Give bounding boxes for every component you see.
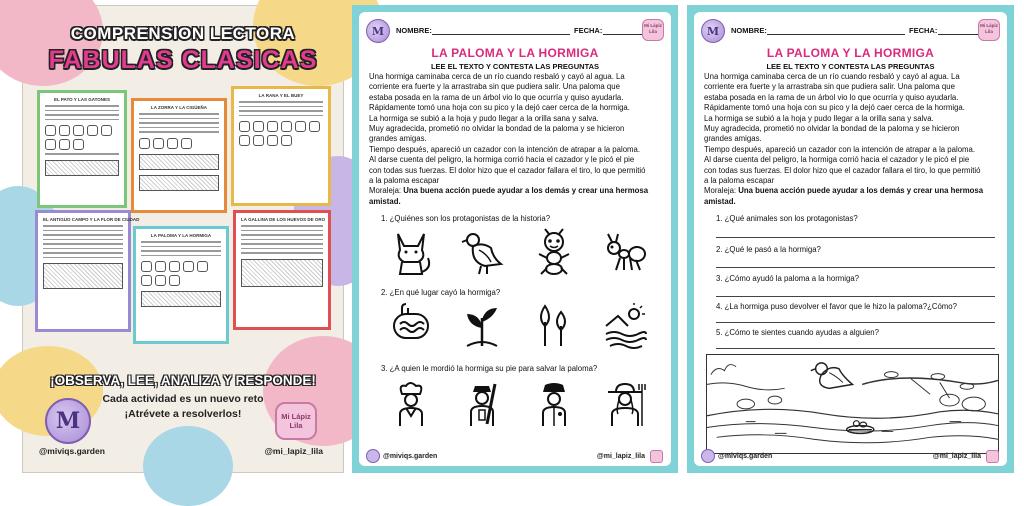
social-handle: @miviqs.garden xyxy=(39,446,105,456)
cover-subtitle: FABULAS CLASICAS xyxy=(48,46,318,74)
question-3: 3. ¿Cómo ayudó la paloma a la hormiga? xyxy=(716,274,860,283)
social-handle: @mi_lapiz_lila xyxy=(596,453,645,460)
story-title: LA PALOMA Y LA HORMIGA xyxy=(766,46,935,60)
hunter-icon[interactable] xyxy=(459,380,505,428)
story-line: con todas sus fuerzas. El dolor hizo que el cazador fallara el tiro, lo que permitió xyxy=(704,165,981,175)
thumbnail-title: LA ZORRA Y LA CIGÜEÑA xyxy=(150,105,208,110)
thumbnail-title: LA GALLINA DE LOS HUEVOS DE ORO xyxy=(241,217,326,222)
cover-tagline: ¡Atrévete a resolverlos! xyxy=(124,408,242,420)
lapiz-lila-logo-small xyxy=(650,450,663,463)
lapiz-lila-logo: Mi Lápiz Lila xyxy=(275,402,317,440)
moral-text: Una buena acción puede ayudar a los demás y crear una hermosa xyxy=(403,186,649,196)
fox-icon[interactable] xyxy=(388,228,434,276)
story-line: Muy agradecida, prometió no olvidar la bondad de la paloma y se hicieron xyxy=(704,124,960,134)
question-1: 1. ¿Qué animales son los protagonistas? xyxy=(716,214,858,223)
brand-logo-small xyxy=(366,449,380,463)
brand-logo: M xyxy=(701,19,725,43)
answer-options-people xyxy=(375,380,661,428)
answer-line[interactable] xyxy=(716,348,995,349)
river-landscape-icon[interactable] xyxy=(602,302,648,350)
ant-cartoon-icon[interactable] xyxy=(531,228,577,276)
worksheet-header xyxy=(366,19,664,45)
brand-logo-small xyxy=(701,449,715,463)
social-handle: @mi_lapiz_lila xyxy=(264,446,323,456)
story-line: Una hormiga caminaba cerca de un río cuando resbaló y cayó al agua. La xyxy=(369,72,625,81)
brand-logo xyxy=(45,398,91,444)
answer-options-places xyxy=(375,302,661,350)
story-text xyxy=(704,72,999,207)
pool-icon[interactable] xyxy=(388,302,434,350)
thumbnail-worksheet xyxy=(131,98,227,213)
story-line: Tiempo después, apareció un cazador con la intención de atrapar a la paloma. xyxy=(369,144,641,154)
date-label: FECHA: xyxy=(574,26,603,35)
story-line: La hormiga se subió a la hoja y pudo llegar a la orilla sana y salva. xyxy=(704,113,934,123)
lapiz-lila-badge: Mi Lápiz Lila xyxy=(642,19,664,41)
decor-blob xyxy=(143,426,233,506)
police-icon[interactable] xyxy=(531,380,577,428)
thumbnail-title: LA RANA Y EL BUEY xyxy=(258,93,304,98)
name-label: NOMBRE: xyxy=(396,26,432,35)
thumbnail-title: EL ANTIGUO CAMPO Y LA FLOR DE CIUDAD xyxy=(43,217,140,222)
date-label: FECHA: xyxy=(909,26,938,35)
story-line: corriente era fuerte y la arrastraba sin que pudiera salir. Una paloma que xyxy=(369,82,620,92)
answer-options-characters xyxy=(375,228,661,276)
moral xyxy=(369,186,663,196)
question-4: 4. ¿La hormiga puso devolver el favor que le hizo la paloma?¿Cómo? xyxy=(716,302,957,311)
story-line: Al darse cuenta del peligro, la hormiga corrió hacia el cazador y le picó el pie xyxy=(704,155,970,165)
story-line: corriente era fuerte y la arrastraba sin que pudiera salir. Una paloma que xyxy=(704,82,955,92)
cover-tagline: Cada actividad es un nuevo reto xyxy=(102,393,264,405)
story-line: Rápidamente tomó una hoja con su pico y la dejó caer cerca de la hormiga. xyxy=(704,103,965,113)
chef-icon[interactable] xyxy=(388,380,434,428)
moral-label: Moraleja: xyxy=(369,186,402,196)
question-2: 2. ¿Qué le pasó a la hormiga? xyxy=(716,245,821,254)
worksheet-1 xyxy=(352,5,678,473)
question-5: 5. ¿Cómo te sientes cuando ayudas a alguien? xyxy=(716,328,879,337)
story-line: grandes amigas. xyxy=(369,134,427,144)
moral-label: Moraleja: xyxy=(704,186,737,196)
moral-text: Una buena acción puede ayudar a los demás y crear una hermosa xyxy=(738,186,984,196)
name-label: NOMBRE: xyxy=(731,26,767,35)
story-line: Muy agradecida, prometió no olvidar la bondad de la paloma y se hicieron xyxy=(369,124,625,134)
name-field[interactable] xyxy=(432,34,570,35)
worksheet-paper xyxy=(359,12,671,466)
moral-text: amistad. xyxy=(369,196,401,206)
thumbnail-worksheet xyxy=(233,210,331,330)
story-line: con todas sus fuerzas. El dolor hizo que el cazador fallara el tiro, lo que permitió xyxy=(369,165,646,175)
brand-logo-letter: M xyxy=(55,408,81,434)
lapiz-lila-badge: Mi Lápiz Lila xyxy=(978,19,1000,41)
story-line: Una hormiga caminaba cerca de un río cuando resbaló y cayó al agua. La xyxy=(704,72,960,81)
instructions: LEE EL TEXTO Y CONTESTA LAS PREGUNTAS xyxy=(430,62,600,71)
cover-title: COMPRENSION LECTORA xyxy=(70,24,296,43)
social-handle: @mi_lapiz_lila xyxy=(932,453,981,460)
story-line: Rápidamente tomó una hoja con su pico y la dejó caer cerca de la hormiga. xyxy=(369,103,630,113)
cover-slogan: ¡OBSERVA, LEE, ANALIZA Y RESPONDE! xyxy=(50,373,316,388)
leaves-icon[interactable] xyxy=(531,302,577,350)
thumbnail-worksheet xyxy=(133,226,229,344)
cover-page xyxy=(22,5,344,473)
social-handle: @miviqs.garden xyxy=(383,453,438,460)
question-3: 3. ¿A quien le mordió la hormiga su pie para salvar la paloma? xyxy=(381,364,598,373)
dove-icon[interactable] xyxy=(459,228,505,276)
story-line: Tiempo después, apareció un cazador con la intención de atrapar a la paloma. xyxy=(704,144,976,154)
story-line: estaba posada en la rama de un árbol vio lo que ocurría y quiso ayudarla. xyxy=(704,92,959,102)
story-line: La hormiga se subió a la hoja y pudo llegar a la orilla sana y salva. xyxy=(369,113,599,123)
thumbnail-worksheet xyxy=(231,86,331,206)
ant-icon[interactable] xyxy=(602,228,648,276)
story-line: a la paloma escapar xyxy=(704,176,775,186)
story-line: Al darse cuenta del peligro, la hormiga corrió hacia el cazador y le picó el pie xyxy=(369,155,635,165)
answer-line[interactable] xyxy=(716,296,995,297)
dove-ant-river-illustration xyxy=(707,355,998,453)
story-line: estaba posada en la rama de un árbol vio lo que ocurría y quiso ayudarla. xyxy=(369,92,624,102)
moral xyxy=(704,186,999,196)
social-handle: @miviqs.garden xyxy=(718,453,773,460)
worksheet-paper xyxy=(694,12,1007,466)
story-text xyxy=(369,72,663,207)
farmer-icon[interactable] xyxy=(602,380,648,428)
story-illustration xyxy=(706,354,999,454)
thumbnail-title: EL PATO Y LAS GATONES xyxy=(53,97,111,102)
answer-line[interactable] xyxy=(716,322,995,323)
worksheet-2 xyxy=(687,5,1014,473)
worksheet-header xyxy=(701,19,1000,45)
date-field[interactable] xyxy=(938,34,978,35)
brand-logo: M xyxy=(366,19,390,43)
question-1: 1. ¿Quiénes son los protagonistas de la historia? xyxy=(381,214,551,223)
thumbnail-title: LA PALOMA Y LA HORMIGA xyxy=(150,233,212,238)
lapiz-lila-logo-small xyxy=(986,450,999,463)
plant-icon[interactable] xyxy=(459,302,505,350)
answer-line[interactable] xyxy=(716,237,995,238)
story-line: grandes amigas. xyxy=(704,134,762,144)
name-field[interactable] xyxy=(767,34,905,35)
instructions: LEE EL TEXTO Y CONTESTA LAS PREGUNTAS xyxy=(766,62,935,71)
thumbnail-worksheet xyxy=(37,90,127,208)
date-field[interactable] xyxy=(603,34,643,35)
question-2: 2. ¿En qué lugar cayó la hormiga? xyxy=(381,288,501,297)
thumbnail-worksheet xyxy=(35,210,140,332)
story-title: LA PALOMA Y LA HORMIGA xyxy=(431,46,599,60)
story-line: a la paloma escapar xyxy=(369,176,440,186)
moral-text: amistad. xyxy=(704,196,736,206)
answer-line[interactable] xyxy=(716,267,995,268)
